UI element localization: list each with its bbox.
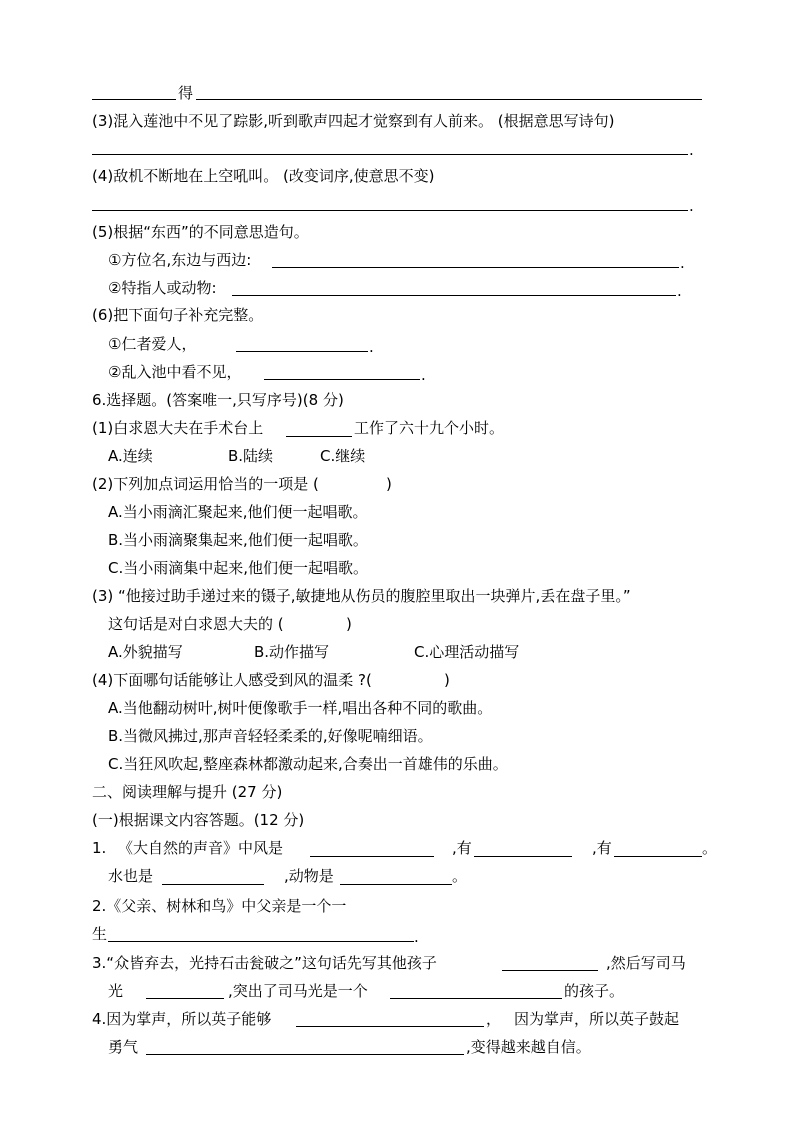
question-5-text: (5)根据“东西”的不同意思造句。: [92, 223, 309, 241]
s6-q1-post: 工作了六十九个小时。: [354, 419, 505, 437]
answer-blank[interactable]: [296, 1025, 484, 1027]
answer-blank[interactable]: [196, 98, 702, 100]
answer-blank[interactable]: [614, 855, 702, 857]
answer-blank[interactable]: [236, 350, 368, 352]
answer-blank[interactable]: [310, 855, 434, 857]
option-c: C.继续: [320, 447, 366, 465]
p2-q1-end2: 。: [452, 867, 468, 885]
answer-blank[interactable]: [92, 98, 176, 100]
option-b: B.当小雨滴聚集起来,他们便一起唱歌。: [108, 531, 368, 549]
s6-q3-cont: 这句话是对白求恩大夫的 (: [108, 615, 284, 633]
p2-q3-highlight: ,突出了司马光是一个: [228, 982, 368, 1000]
p2-q1-you: ,有: [452, 839, 472, 857]
period: .: [689, 141, 694, 159]
paren-close: ): [386, 475, 392, 493]
p2-q3-guang: 光: [108, 982, 124, 1000]
answer-blank[interactable]: [286, 435, 352, 437]
question-5b: ②特指人或动物:: [108, 279, 217, 297]
question-6a: ①仁者爱人，: [108, 335, 197, 353]
question-5a: ①方位名,东边与西边:: [108, 251, 252, 269]
option-a: A.连续: [108, 447, 153, 465]
p2-q1-text: 《大自然的声音》中风是: [118, 839, 284, 857]
period: .: [689, 197, 694, 215]
answer-blank[interactable]: [502, 969, 598, 971]
paren-close: ): [444, 671, 450, 689]
period: .: [369, 338, 374, 356]
p2-q4-courage: 勇气: [108, 1038, 139, 1056]
part-2-subtitle: (一)根据课文内容答题。(12 分): [92, 811, 305, 829]
s6-q4-text: (4)下面哪句话能够让人感受到风的温柔 ?(: [92, 671, 372, 689]
option-c: C.心理活动描写: [414, 643, 520, 661]
option-a: A.当小雨滴汇聚起来,他们便一起唱歌。: [108, 503, 368, 521]
answer-blank[interactable]: [146, 1053, 464, 1055]
answer-blank[interactable]: [474, 855, 572, 857]
period: .: [677, 282, 682, 300]
option-a: A.外貌描写: [108, 643, 183, 661]
option-b: B.陆续: [228, 447, 274, 465]
p2-q1-animal: ,动物是: [284, 867, 334, 885]
p2-q1-water: 水也是: [108, 867, 154, 885]
answer-blank[interactable]: [162, 883, 264, 885]
p2-q4-end: ,变得越来越自信。: [466, 1038, 591, 1056]
part-2-title: 二、阅读理解与提升 (27 分): [92, 783, 283, 801]
answer-blank[interactable]: [92, 153, 688, 155]
option-c: C.当狂风吹起,整座森林都激动起来,合奏出一首雄伟的乐曲。: [108, 755, 508, 773]
p2-q3-end: 的孩子。: [564, 982, 625, 1000]
period: .: [421, 366, 426, 384]
option-b: B.动作描写: [254, 643, 330, 661]
p2-q4-text2: 因为掌声，所以英子鼓起: [514, 1010, 680, 1028]
p2-q1-end: 。: [702, 839, 718, 857]
de-label: 得: [178, 84, 194, 102]
answer-blank[interactable]: [272, 266, 679, 268]
answer-blank[interactable]: [390, 997, 562, 999]
answer-blank[interactable]: [108, 940, 414, 942]
p2-q3-then: ,然后写司马: [606, 954, 686, 972]
p2-q3-text: 3.“众皆弃去，光持石击瓮破之”这句话先写其他孩子: [92, 954, 437, 972]
answer-blank[interactable]: [264, 378, 420, 380]
option-a: A.当他翻动树叶,树叶便像歌手一样,唱出各种不同的歌曲。: [108, 699, 493, 717]
question-6b: ②乱入池中看不见，: [108, 363, 242, 381]
p2-q2-text: 2.《父亲、树林和鸟》中父亲是一个一: [92, 897, 347, 915]
section-6-title: 6.选择题。(答案唯一,只写序号)(8 分): [92, 391, 344, 409]
p2-q1-you2: ,有: [592, 839, 612, 857]
p2-q2-sheng: 生: [92, 925, 108, 943]
answer-blank[interactable]: [340, 883, 452, 885]
option-b: B.当微风拂过,那声音轻轻柔柔的,好像呢喃细语。: [108, 727, 433, 745]
answer-blank[interactable]: [232, 294, 676, 296]
answer-blank[interactable]: [146, 997, 224, 999]
option-c: C.当小雨滴集中起来,他们便一起唱歌。: [108, 559, 369, 577]
p2-q4-text: 4.因为掌声，所以英子能够: [92, 1010, 272, 1028]
p2-q4-comma: ，: [486, 1010, 502, 1028]
paren-close: ): [346, 615, 352, 633]
s6-q1-pre: (1)白求恩大夫在手术台上: [92, 419, 264, 437]
answer-blank[interactable]: [92, 209, 688, 211]
question-4-text: (4)敌机不断地在上空吼叫。 (改变词序,使意思不变): [92, 167, 435, 185]
question-6-text: (6)把下面句子补充完整。: [92, 306, 264, 324]
s6-q3-text: (3) “他接过助手递过来的镊子,敏捷地从伤员的腹腔里取出一块弹片,丢在盘子里。”: [92, 587, 631, 605]
s6-q2-text: (2)下列加点词运用恰当的一项是 (: [92, 475, 319, 493]
p2-q1-num: 1.: [92, 839, 107, 857]
period: .: [414, 928, 419, 946]
question-3-text: (3)混入莲池中不见了踪影,听到歌声四起才觉察到有人前来。 (根据意思写诗句): [92, 112, 615, 130]
period: .: [680, 254, 685, 272]
